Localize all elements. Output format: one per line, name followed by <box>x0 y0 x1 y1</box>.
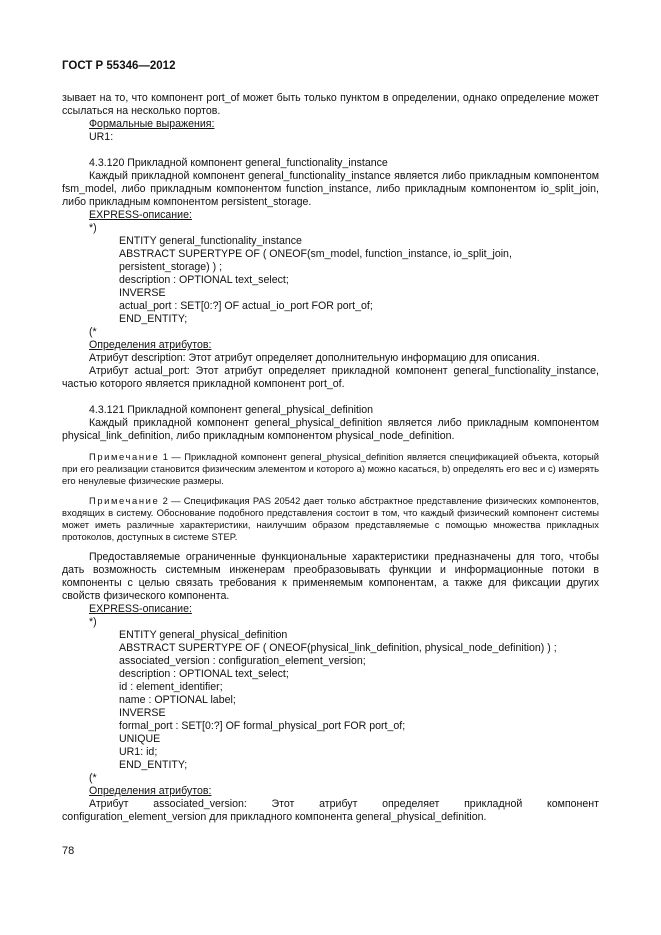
paragraph: Каждый прикладной компонент general_functionality_instance является либо прикладным компонентом fsm_model, либо прикладным компонентом function_instance, либо прикладным компонентом io_split_join, либо прикладным компонентом persistent_storage. <box>62 170 599 208</box>
code-line: ENTITY general_functionality_instance <box>119 235 302 247</box>
section-title: 4.3.120 Прикладной компонент general_functionality_instance <box>89 157 388 169</box>
page-header: ГОСТ Р 55346—2012 <box>62 60 176 72</box>
note-label: Примечание <box>89 495 160 506</box>
comment-marker: *) <box>89 616 97 628</box>
code-line: id : element_identifier; <box>119 681 223 693</box>
paragraph: Атрибут actual_port: Этот атрибут определяет прикладной компонент general_functionality_instance, частью которого является прикладной компонент port_of. <box>62 365 599 390</box>
comment-marker: (* <box>89 772 97 784</box>
code-line: description : OPTIONAL text_select; <box>119 668 289 680</box>
express-heading: EXPRESS-описание: <box>89 603 192 615</box>
express-heading: EXPRESS-описание: <box>89 209 192 221</box>
paragraph: Атрибут description: Этот атрибут определяет дополнительную информацию для описания. <box>89 352 540 364</box>
code-line: END_ENTITY; <box>119 313 188 325</box>
note <box>62 451 599 487</box>
code-line: ABSTRACT SUPERTYPE OF ( ONEOF(sm_model, function_instance, io_split_join, persistent_storage) ) ; <box>119 248 512 273</box>
paragraph: Каждый прикладной компонент general_physical_definition является либо прикладным компонентом physical_link_definition, либо прикладным компонентом physical_node_definition. <box>62 417 599 442</box>
attribute-definitions-heading: Определения атрибутов: <box>89 339 212 351</box>
page-content <box>62 92 599 824</box>
code-line: description : OPTIONAL text_select; <box>119 274 289 286</box>
comment-marker: (* <box>89 326 97 338</box>
code-line: formal_port : SET[0:?] OF formal_physical_port FOR port_of; <box>119 720 406 732</box>
code-line: actual_port : SET[0:?] OF actual_io_port FOR port_of; <box>119 300 373 312</box>
paragraph: зывает на то, что компонент port_of может быть только пунктом в определении, однако определение может ссылаться на несколько портов. <box>62 92 599 117</box>
code-line: UNIQUE <box>119 733 161 745</box>
formal-expressions-heading: Формальные выражения: <box>89 118 215 130</box>
attribute-definitions-heading: Определения атрибутов: <box>89 785 212 797</box>
page-number: 78 <box>62 845 75 857</box>
note-text: 1 — Прикладной компонент general_physical_definition является спецификацией объекта, который при его реализации становится физическим элементом и которого а) можно касаться, b) определять его вес и с) измерять его ненулевые физические размеры. <box>62 451 599 486</box>
code-line: ENTITY general_physical_definition <box>119 629 288 641</box>
code-line: INVERSE <box>119 707 166 719</box>
comment-marker: *) <box>89 222 97 234</box>
section-title: 4.3.121 Прикладной компонент general_physical_definition <box>89 404 374 416</box>
code-line: name : OPTIONAL label; <box>119 694 236 706</box>
note-label: Примечание <box>89 451 160 462</box>
code-line: ABSTRACT SUPERTYPE OF ( ONEOF(physical_link_definition, physical_node_definition) ) ; <box>119 642 557 654</box>
code-line: associated_version : configuration_element_version; <box>119 655 366 667</box>
rule-label: UR1: <box>89 131 114 143</box>
note <box>62 495 599 543</box>
note-text: 2 — Спецификация PAS 20542 дает только абстрактное представление физических компонентов, входящих в систему. Обоснование подобного представления состоит в том, что каждый физический компонент системы может иметь различные характеристики, наилучшим образом представляемые с помощью множества прикладных протоколов, доступных в системе STEP. <box>62 495 599 542</box>
paragraph: Предоставляемые ограниченные функциональные характеристики предназначены для того, чтобы дать возможность системным инженерам преобразовывать функции и информационные потоки в компоненты с целью связать требования к применяемым компонентам, а также для фиксации других свойств физического компонента. <box>62 551 599 602</box>
code-line: INVERSE <box>119 287 166 299</box>
code-line: UR1: id; <box>119 746 158 758</box>
paragraph: Атрибут associated_version: Этот атрибут определяет прикладной компонент configuration_element_version для прикладного компонента general_physical_definition. <box>62 798 599 823</box>
code-line: END_ENTITY; <box>119 759 188 771</box>
